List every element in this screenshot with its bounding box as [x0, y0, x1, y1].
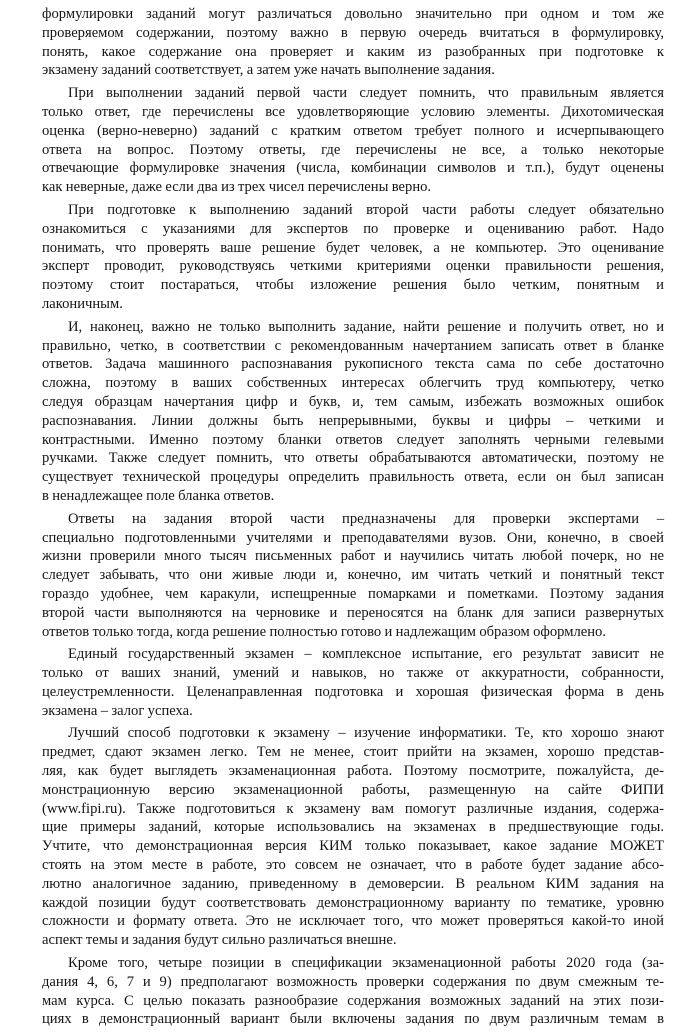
text-line: Ответы на задания второй части предназначены для проверки экспертами –: [68, 510, 664, 527]
paragraph: [42, 84, 664, 197]
text-line: как неверные, даже если два из трех чисел перечислены верно.: [42, 179, 432, 196]
text-line: экзамену заданий соответствует, а затем уже начать выполнение задания.: [42, 62, 495, 79]
text-line: целеустремленности. Целенаправленная подготовка и хорошая физическая форма в день: [42, 683, 664, 700]
text-line: (www.fipi.ru). Также подготовиться к экзамену вам помогут различные издания, содержа-: [42, 800, 664, 817]
text-line: лютно аналогичное заданию, приведенному в демоверсии. В реальном КИМ задания на: [42, 875, 664, 892]
text-line: лаконичным.: [42, 295, 123, 312]
text-line: только ответ, где перечислены все удовлетворяющие условию элементы. Дихотомическая: [42, 103, 664, 120]
text-line: жизни проверили много тысяч письменных работ и научились читать любой почерк, но не: [42, 548, 664, 565]
text-line: отвечающие формулировке значения (числа, комбинации символов и т.п.), будут оценены: [42, 160, 664, 177]
text-line: существует технической процедуры определить правильность ответа, если он был записан: [42, 469, 664, 486]
text-line: следует забывать, что они живые люди и, конечно, им читать четкий и понятный текст: [42, 567, 664, 584]
paragraph: [42, 724, 664, 950]
paragraph: [42, 645, 664, 720]
text-line: предмет, сдают экзамен легко. Тем не менее, стоит прийти на экзамен, хорошо представ-: [42, 744, 664, 761]
text-line: второй части выполняются на черновике и переносятся на бланк для записи развернутых: [42, 604, 664, 621]
text-line: в ненадлежащее поле бланка ответов.: [42, 487, 275, 504]
text-line: сложна, поэтому в ваших собственных интересах облегчить труд компьютеру, четко: [42, 375, 664, 392]
text-line: специально подготовленными учителями и преподавателями вузов. Они, конечно, в своей: [42, 529, 664, 546]
text-line: ручками. Также следует помнить, что ответы обрабатываются автоматически, поэтому не: [42, 450, 664, 467]
text-line: оценка (верно-неверно) заданий с кратким ответом требует полного и исчерпывающего: [42, 122, 664, 139]
text-line: контрастными. Именно поэтому бланки ответов следует заполнять черными гелевыми: [42, 431, 664, 448]
text-line: циях в демонстрационный вариант были включены задания по двум различным темам в: [42, 1011, 664, 1028]
text-line: правильно, четко, в соответствии с рекомендованным начертанием записать ответ в бланке: [42, 337, 664, 354]
document-page: [42, 5, 664, 1033]
paragraph: [42, 201, 664, 314]
text-line: ответов. Задача машинного распознавания рукописного текста сама по себе достаточно: [42, 356, 664, 373]
text-line: При выполнении заданий первой части следует помнить, что правильным является: [68, 85, 664, 102]
text-line: экзамена – залог успеха.: [42, 702, 193, 719]
text-line: Кроме того, четыре позиции в спецификации экзаменационной работы 2020 года (за-: [68, 955, 664, 972]
text-line: проверяемом содержании, поэтому важно в первую очередь вчитаться в формулировку,: [42, 24, 664, 41]
paragraph: [42, 954, 664, 1029]
text-line: следуя образцам начертания цифр и букв, и, тем самым, избежать возможных ошибок: [42, 393, 664, 410]
text-line: ляя, как будет выглядеть экзаменационная работа. Поэтому посмотрите, пожалуйста, де-: [42, 763, 664, 780]
paragraph: [42, 5, 664, 80]
text-line: ознакомиться с указаниями для экспертов по проверке и оцениванию работ. Надо: [42, 220, 664, 237]
text-line: каждой позиции будут соответствовать демонстрационному варианту по тематике, уровню: [42, 894, 664, 911]
text-line: дания 4, 6, 7 и 9) предполагают возможность проверки содержания по двум смежным те-: [42, 973, 664, 990]
text-line: поэтому стоит постараться, чтобы изложение решения было четким, понятным и: [42, 277, 664, 294]
text-line: сложности и формату ответа. Это не исключает того, что может проверяться какой-то иной: [42, 913, 664, 930]
text-line: При подготовке к выполнению заданий второй части работы следует обязательно: [68, 201, 664, 218]
text-line: стоять на этом месте в работе, это совсем не означает, что в работе будет задание абсо-: [42, 857, 664, 874]
text-line: распознавания. Линии должны быть непрерывными, буквы и цифры – четкими и: [42, 412, 664, 429]
text-line: И, наконец, важно не только выполнить задание, найти решение и получить ответ, но и: [68, 318, 664, 335]
paragraph: [42, 510, 664, 642]
text-line: Лучший способ подготовки к экзамену – изучение информатики. Те, кто хорошо знают: [68, 725, 664, 742]
text-line: аспект темы и задания будут сильно различаться внешне.: [42, 932, 397, 949]
text-line: ответа на вопрос. Поэтому ответы, где перечислены не все, а только некоторые: [42, 141, 664, 158]
text-line: монстрационную версию экзаменационной работы, размещенную на сайте ФИПИ: [42, 781, 664, 798]
text-line: эксперт проводит, руководствуясь четкими критериями оценки правильности решения,: [42, 258, 664, 275]
text-line: гораздо удобнее, чем каракули, испещренные помарками и пометками. Поэтому задания: [42, 585, 664, 602]
text-line: Единый государственный экзамен – комплексное испытание, его результат зависит не: [68, 646, 664, 663]
text-line: щие примеры заданий, которые использовались на экзаменах в предшествующие годы.: [42, 819, 664, 836]
text-line: мам курса. С целью показать разнообразие содержания возможных заданий на этих пози-: [42, 992, 664, 1009]
text-line: только от ваших знаний, умений и навыков, но также от аккуратности, собранности,: [42, 665, 664, 682]
text-line: Учтите, что демонстрационная версия КИМ только показывает, какое задание МОЖЕТ: [42, 838, 664, 855]
text-line: понимать, что проверять ваше решение будет человек, а не компьютер. Это оценивание: [42, 239, 664, 256]
paragraph: [42, 318, 664, 506]
text-line: формулировки заданий могут различаться довольно значительно при одном и том же: [42, 6, 664, 22]
text-line: понять, какое содержание она проверяет и каким из разобранных при подготовке к: [42, 43, 664, 60]
text-line: ответов только тогда, когда решение полностью готово и надлежащим образом оформлено.: [42, 623, 606, 640]
